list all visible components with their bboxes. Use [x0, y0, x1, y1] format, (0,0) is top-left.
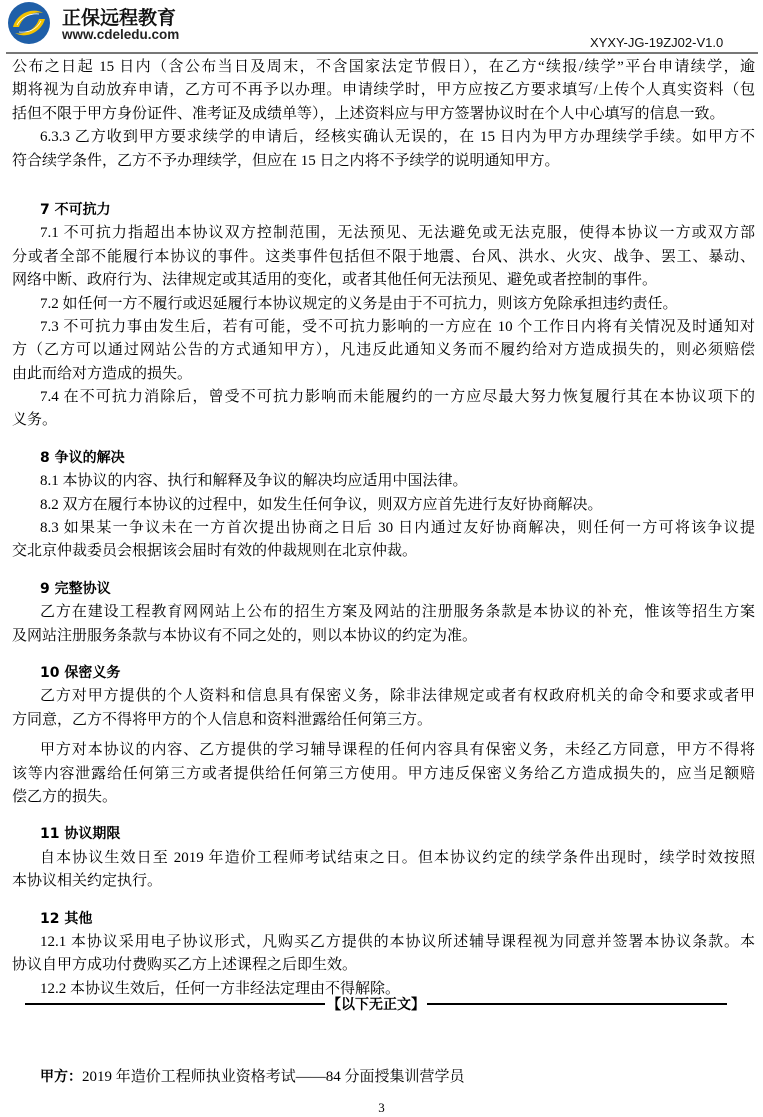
- paragraph: [12, 601, 755, 648]
- paragraph: [12, 685, 755, 732]
- text-line: 本协议相关约定执行。: [12, 873, 163, 890]
- text-line: 8.3 如果某一争议未在一方首次提出协商之日后 30 日内通过友好协商解决，则任何一方可将该争议提: [40, 520, 755, 537]
- text-line: 7.4 在不可抗力消除后，曾受不可抗力影响而未能履约的一方应尽最大努力恢复履行其在本协议项下的: [40, 389, 755, 406]
- divider-rule-right: [427, 1003, 727, 1005]
- section-heading: 8 争议的解决: [40, 449, 125, 466]
- signature-label: 甲方：: [40, 1069, 82, 1085]
- text-line: 乙方在建设工程教育网网站上公布的招生方案及网站的注册服务条款是本协议的补充，惟该等招生方案: [40, 604, 755, 621]
- text-line: 由此而给对方造成的损失。: [12, 365, 193, 382]
- signature-value: 2019 年造价工程师执业资格考试——84 分面授集训营学员: [82, 1069, 465, 1085]
- brand-name: 正保远程教育: [62, 7, 177, 29]
- text-line: 7.1 不可抗力指超出本协议双方控制范围，无法预见、无法避免或无法克服，使得本协议一方或双方部: [40, 225, 755, 242]
- section-heading: 7 不可抗力: [40, 201, 111, 218]
- text-line: 及网站注册服务条款与本协议有不同之处的，则以本协议的约定为准。: [12, 627, 478, 644]
- text-line: 网络中断、政府行为、法律规定或其适用的变化，或者其他任何无法预见、避免或者控制的事件。: [12, 272, 658, 289]
- paragraph: [12, 470, 755, 493]
- signature-party-a: [40, 1066, 465, 1089]
- section-heading: 9 完整协议: [40, 580, 111, 597]
- end-of-text-label: 【以下无正文】: [327, 997, 425, 1013]
- text-line: 8.2 双方在履行本协议的过程中，如发生任何争议，则双方应首先进行友好协商解决。: [40, 496, 603, 513]
- text-line: 义务。: [12, 412, 58, 429]
- text-line: 12.2 本协议生效后，任何一方非经法定理由不得解除。: [40, 980, 401, 997]
- page-number: 3: [378, 1100, 385, 1115]
- text-line: 甲方对本协议的内容、乙方提供的学习辅导课程的任何内容具有保密义务，未经乙方同意，甲方不得将: [40, 742, 755, 759]
- paragraph: [12, 739, 755, 809]
- paragraph: [12, 316, 755, 386]
- text-line: 符合续学条件，乙方不予办理续学，但应在 15 日之内将不予续学的说明通知甲方。: [12, 152, 560, 169]
- paragraph: [12, 293, 755, 316]
- paragraph: [12, 931, 755, 978]
- text-line: 偿乙方的损失。: [12, 788, 118, 805]
- section-heading: 12 其他: [40, 910, 93, 927]
- section-heading: 11 协议期限: [40, 826, 121, 843]
- end-of-text-divider: [25, 992, 727, 1016]
- text-line: 交北京仲裁委员会根据该会届时有效的仲裁规则在北京仲裁。: [12, 543, 418, 560]
- paragraph: [12, 126, 755, 173]
- divider-rule-left: [25, 1003, 325, 1005]
- text-line: 公布之日起 15 日内（含公布当日及周末，不含国家法定节假日），在乙方“续报/续学”平台申请续学，逾: [12, 59, 755, 75]
- cdeledu-logo: [7, 1, 51, 45]
- paragraph: [12, 386, 755, 433]
- paragraph: [12, 494, 755, 517]
- header-divider: [6, 52, 758, 54]
- paragraph: [12, 847, 755, 894]
- paragraph: [12, 222, 755, 292]
- text-line: 协议自甲方成功付费购买乙方上述课程之后即生效。: [12, 957, 358, 974]
- text-line: 7.3 不可抗力事由发生后，若有可能，受不可抗力影响的一方应在 10 个工作日内将有关情况及时通知对: [40, 318, 755, 335]
- text-line: 12.1 本协议采用电子协议形式，凡购买乙方提供的本协议所述辅导课程视为同意并签署本协议条款。本: [40, 933, 755, 950]
- text-line: 括但不限于甲方身份证件、准考证及成绩单等），上述资料应与甲方签署协议时在个人中心填写的信息一致。: [12, 105, 725, 122]
- text-line: 自本协议生效日至 2019 年造价工程师考试结束之日。但本协议约定的续学条件出现时，续学时效按照: [40, 849, 755, 866]
- section-heading: 10 保密义务: [40, 664, 121, 681]
- paragraph: [12, 517, 755, 564]
- text-line: 方（乙方可以通过网站公告的方式通知甲方），凡违反此通知义务而不履约给对方造成损失的，则必须赔偿: [12, 342, 755, 359]
- text-line: 6.3.3 乙方收到甲方要求续学的申请后，经核实确认无误的，在 15 日内为甲方办理续学手续。如甲方不: [40, 129, 755, 146]
- text-line: 方同意，乙方不得将甲方的个人信息和资料泄露给任何第三方。: [12, 711, 433, 728]
- text-line: 分或者全部不能履行本协议的事件。这类事件包括但不限于地震、台风、洪水、火灾、战争、罢工、暴动、: [12, 248, 755, 265]
- text-line: 7.2 如任何一方不履行或迟延履行本协议规定的义务是由于不可抗力，则该方免除承担违约责任。: [40, 295, 678, 312]
- text-line: 8.1 本协议的内容、执行和解释及争议的解决均应适用中国法律。: [40, 473, 468, 490]
- text-line: 期将视为自动放弃申请，乙方可不再予以办理。申请续学时，甲方应按乙方要求填写/上传个人真实资料（包: [12, 82, 755, 99]
- brand-url: www.cdeledu.com: [62, 27, 180, 42]
- document-body: [12, 56, 755, 1001]
- text-line: 该等内容泄露给任何第三方或者提供给任何第三方使用。甲方违反保密义务给乙方造成损失的，应当足额赔: [12, 765, 755, 782]
- document-code: XYXY-JG-19ZJ02-V1.0: [590, 35, 724, 50]
- paragraph: [12, 56, 755, 126]
- text-line: 乙方对甲方提供的个人资料和信息具有保密义务，除非法律规定或者有权政府机关的命令和要求或者甲: [40, 688, 755, 705]
